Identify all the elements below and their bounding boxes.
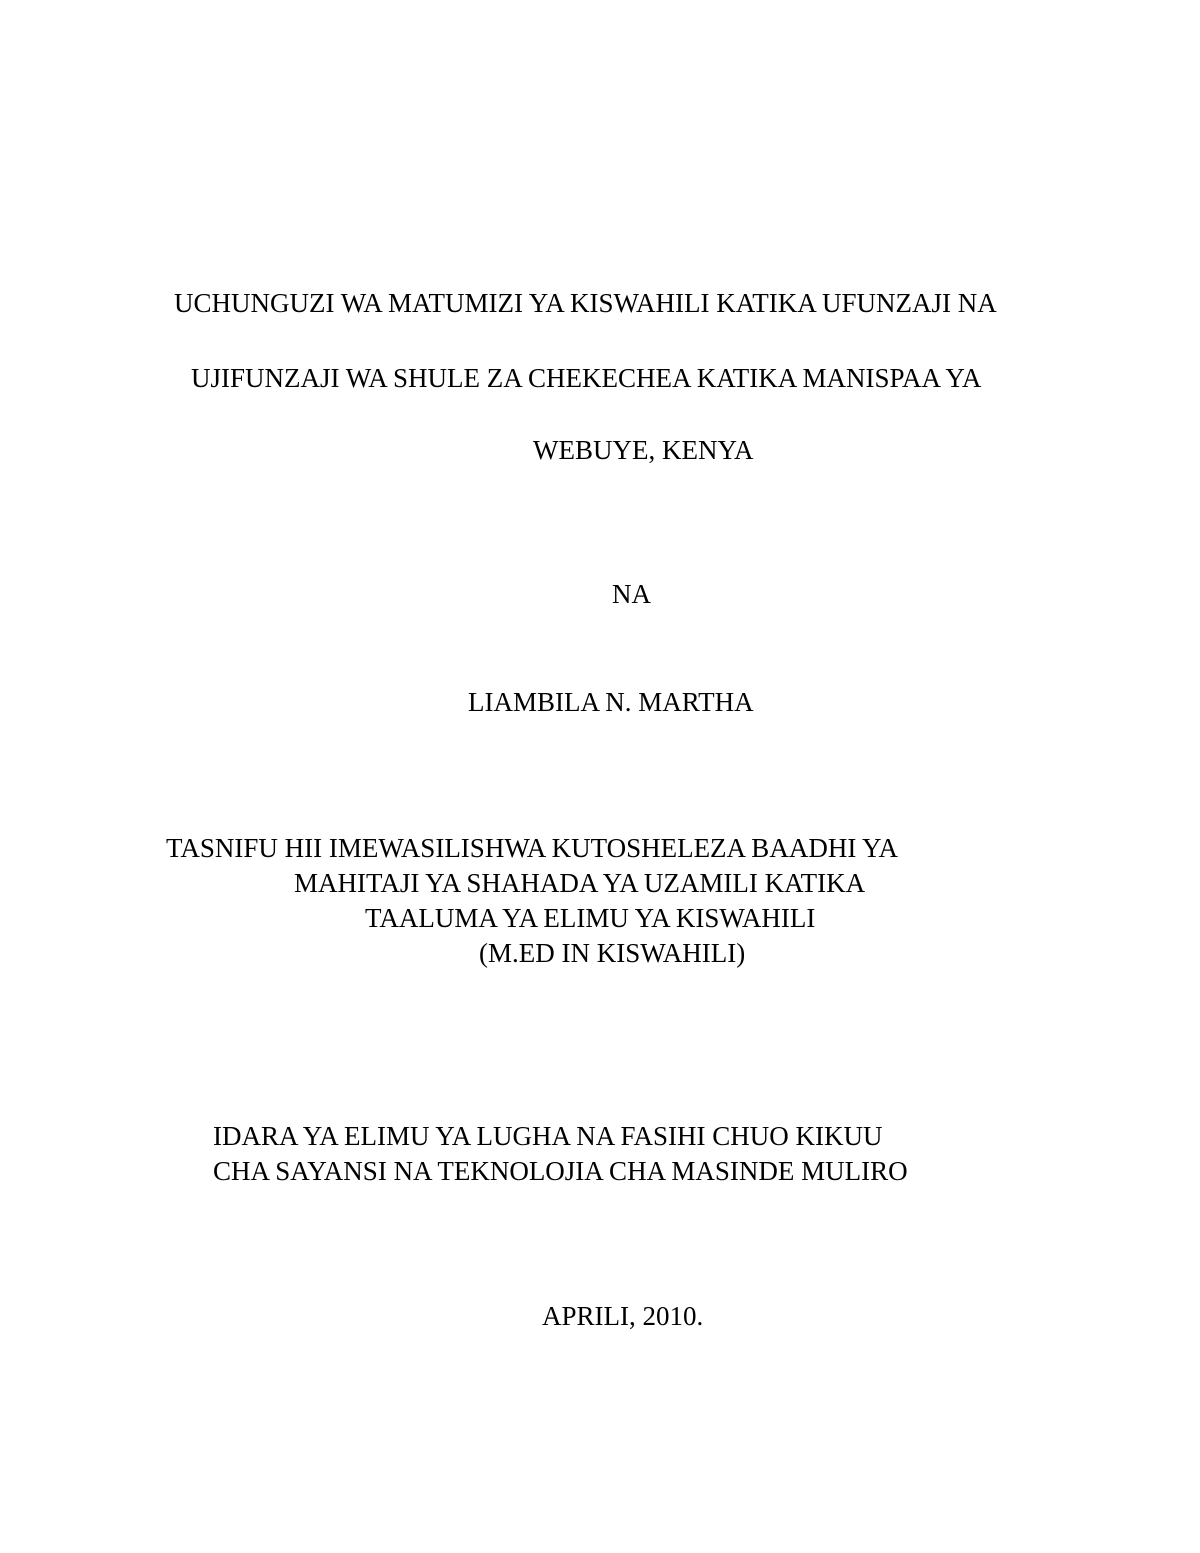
author-name: LIAMBILA N. MARTHA — [468, 687, 754, 717]
department-line-2: CHA SAYANSI NA TEKNOLOJIA CHA MASINDE MULIRO — [213, 1156, 908, 1186]
thesis-title-line-1: UCHUNGUZI WA MATUMIZI YA KISWAHILI KATIKA UFUNZAJI NA — [174, 288, 997, 318]
department-line-1: IDARA YA ELIMU YA LUGHA NA FASIHI CHUO KIKUU — [213, 1121, 883, 1151]
thesis-title-line-3: WEBUYE, KENYA — [533, 435, 754, 465]
submission-date: APRILI, 2010. — [542, 1301, 704, 1331]
thesis-title-line-2: UJIFUNZAJI WA SHULE ZA CHEKECHEA KATIKA MANISPAA YA — [191, 363, 982, 393]
submission-statement-line-2: MAHITAJI YA SHAHADA YA UZAMILI KATIKA — [294, 868, 866, 898]
submission-statement-line-1: TASNIFU HII IMEWASILISHWA KUTOSHELEZA BAADHI YA — [166, 833, 899, 863]
by-label: NA — [612, 579, 651, 609]
submission-statement-line-3: TAALUMA YA ELIMU YA KISWAHILI — [365, 903, 816, 933]
submission-statement-line-4: (M.ED IN KISWAHILI) — [479, 938, 746, 968]
